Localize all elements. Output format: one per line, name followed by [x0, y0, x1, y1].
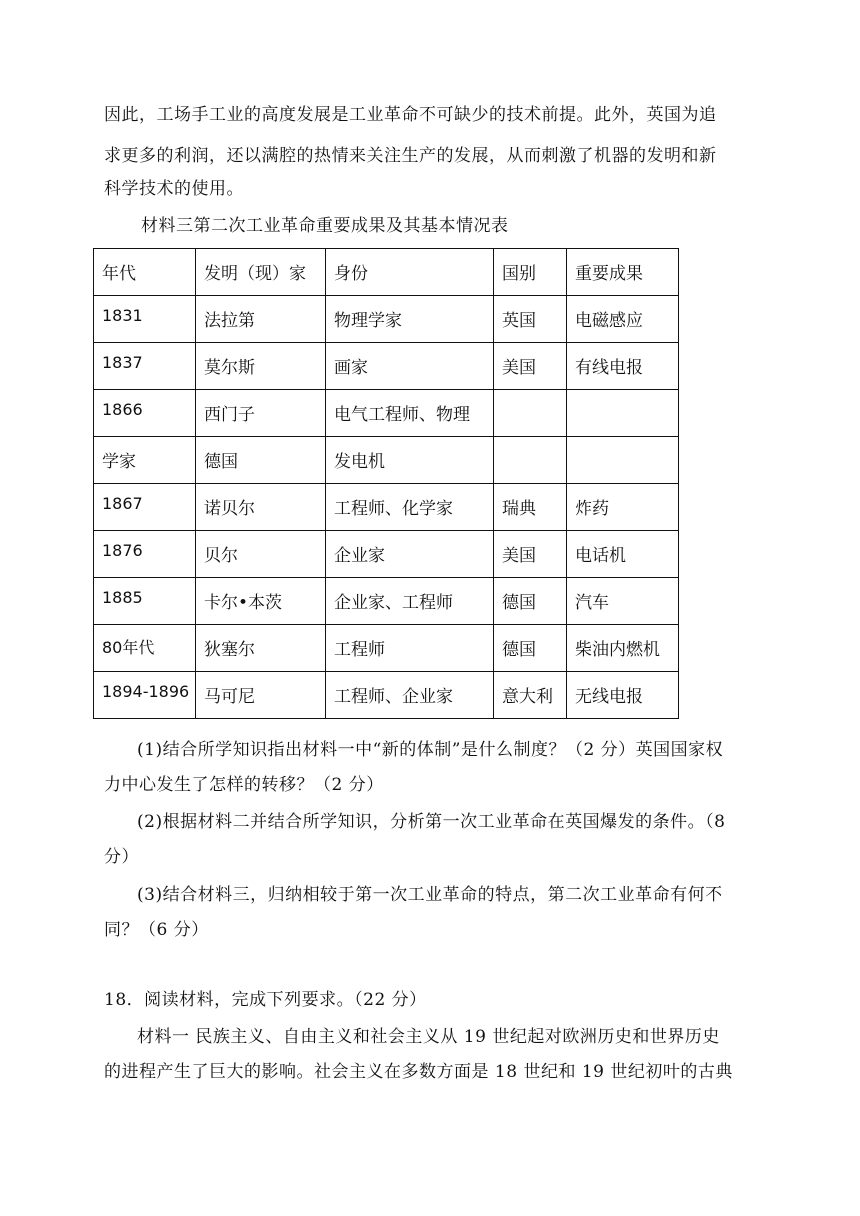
question-1-line: 力中心发生了怎样的转移？（2 分） [104, 775, 384, 795]
table-cell: 柴油内燃机 [567, 625, 679, 672]
table-cell: 电话机 [567, 531, 679, 578]
table-row [94, 343, 679, 390]
paragraph-line: 科学技术的使用。 [104, 179, 244, 199]
question-2-line: (2)根据材料二并结合所学知识，分析第一次工业革命在英国爆发的条件。（8 [137, 812, 726, 832]
table-cell [494, 437, 567, 484]
table-cell [567, 390, 679, 437]
header-cell: 身份 [326, 249, 494, 296]
question-18-title: 18．阅读材料，完成下列要求。（22 分） [104, 990, 427, 1010]
table-cell: 1867 [94, 484, 196, 531]
table-cell: 1876 [94, 531, 196, 578]
table-cell: 电磁感应 [567, 296, 679, 343]
header-cell: 国别 [494, 249, 567, 296]
header-cell: 重要成果 [567, 249, 679, 296]
table-cell: 1866 [94, 390, 196, 437]
table-cell: 工程师 [326, 625, 494, 672]
table-cell: 物理学家 [326, 296, 494, 343]
table-row [94, 437, 679, 484]
table-row [94, 625, 679, 672]
table-cell: 画家 [326, 343, 494, 390]
table-cell: 马可尼 [196, 672, 326, 719]
table-row [94, 390, 679, 437]
table-cell: 美国 [494, 343, 567, 390]
table-cell: 工程师、化学家 [326, 484, 494, 531]
table-cell: 美国 [494, 531, 567, 578]
table-cell: 学家 [94, 437, 196, 484]
question-3-line: (3)结合材料三，归纳相较于第一次工业革命的特点，第二次工业革命有何不 [137, 885, 723, 905]
paragraph-line: 因此，工场手工业的高度发展是工业革命不可缺少的技术前提。此外，英国为追 [104, 105, 717, 125]
table-cell: 德国 [494, 578, 567, 625]
table-cell: 发电机 [326, 437, 494, 484]
table-cell: 电气工程师、物理 [326, 390, 494, 437]
table-cell: 1885 [94, 578, 196, 625]
table-cell: 西门子 [196, 390, 326, 437]
table-caption: 材料三第二次工业革命重要成果及其基本情况表 [141, 216, 509, 236]
table-cell [567, 437, 679, 484]
table-cell: 意大利 [494, 672, 567, 719]
table-cell: 工程师、企业家 [326, 672, 494, 719]
table-cell: 莫尔斯 [196, 343, 326, 390]
table-cell: 企业家 [326, 531, 494, 578]
table-cell: 瑞典 [494, 484, 567, 531]
question-1-line: (1)结合所学知识指出材料一中“新的体制”是什么制度？（2 分）英国国家权 [137, 740, 724, 760]
inventions-table [93, 248, 679, 719]
table-cell: 英国 [494, 296, 567, 343]
table-cell: 炸药 [567, 484, 679, 531]
table-cell: 1831 [94, 296, 196, 343]
table-cell: 1837 [94, 343, 196, 390]
table-cell: 狄塞尔 [196, 625, 326, 672]
table-cell: 无线电报 [567, 672, 679, 719]
question-2-line: 分） [104, 847, 139, 867]
table-header-row [94, 249, 679, 296]
table-cell: 贝尔 [196, 531, 326, 578]
table-row [94, 672, 679, 719]
question-3-line: 同？（6 分） [104, 920, 209, 940]
table-cell: 诺贝尔 [196, 484, 326, 531]
material-1-line: 材料一 民族主义、自由主义和社会主义从 19 世纪起对欧洲历史和世界历史 [137, 1027, 720, 1047]
table-cell: 德国 [494, 625, 567, 672]
table-cell: 1894-1896 [94, 672, 196, 719]
table-cell: 德国 [196, 437, 326, 484]
table-row [94, 531, 679, 578]
table-cell: 企业家、工程师 [326, 578, 494, 625]
table-cell: 有线电报 [567, 343, 679, 390]
table-row [94, 578, 679, 625]
table-cell: 汽车 [567, 578, 679, 625]
header-cell: 年代 [94, 249, 196, 296]
table-row [94, 296, 679, 343]
paragraph-line: 求更多的利润，还以满腔的热情来关注生产的发展，从而刺激了机器的发明和新 [104, 146, 717, 166]
table-row [94, 484, 679, 531]
header-cell: 发明（现）家 [196, 249, 326, 296]
material-1-line: 的进程产生了巨大的影响。社会主义在多数方面是 18 世纪和 19 世纪初叶的古典 [104, 1062, 733, 1082]
table-cell: 80年代 [94, 625, 196, 672]
table-cell [494, 390, 567, 437]
table-cell: 法拉第 [196, 296, 326, 343]
table-cell: 卡尔•本茨 [196, 578, 326, 625]
